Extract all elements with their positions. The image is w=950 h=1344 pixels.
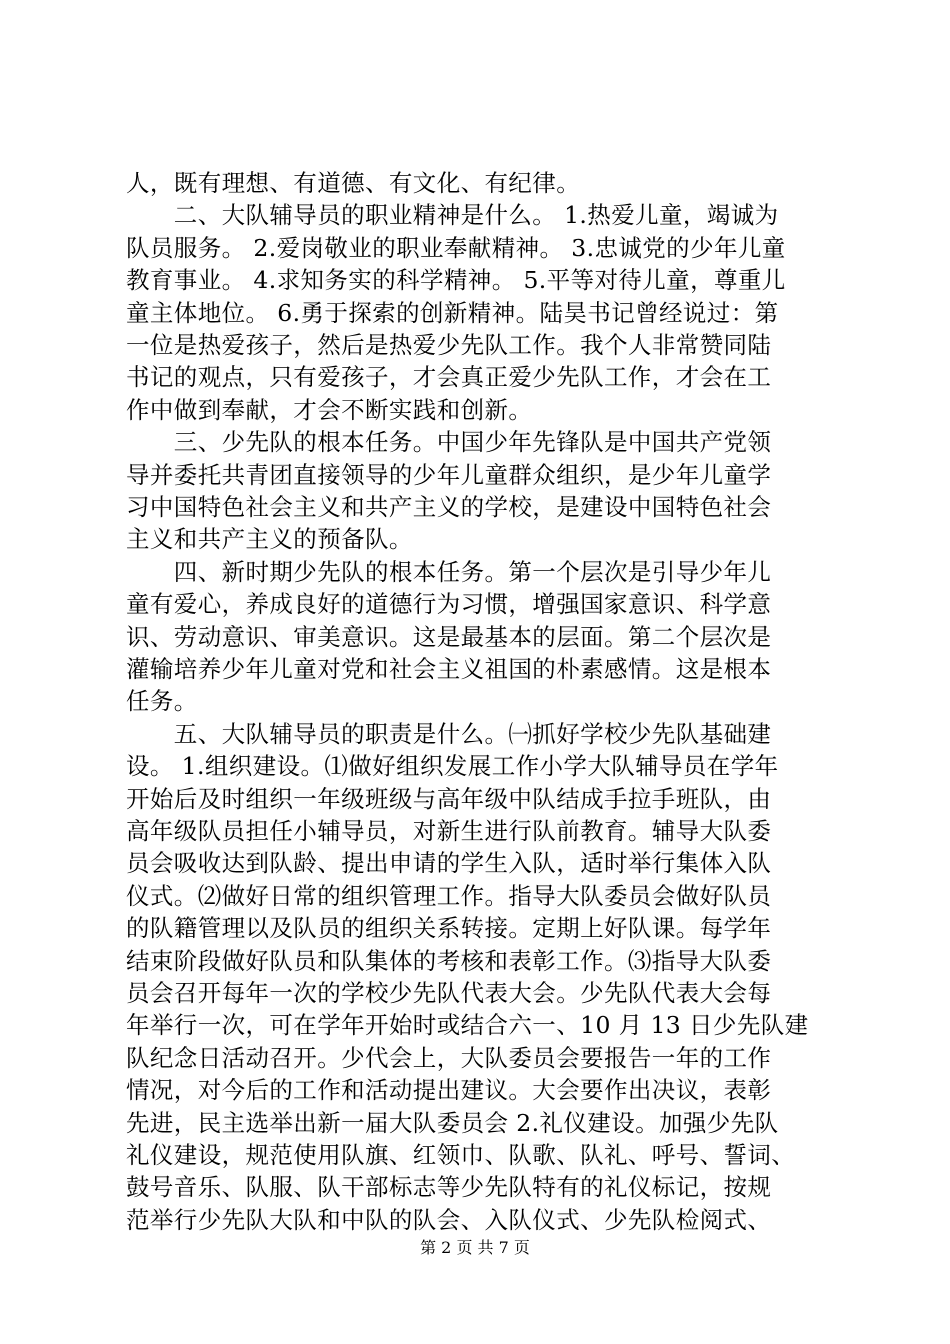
text-line: 教育事业。 4.求知务实的科学精神。 5.平等对待儿童，尊重儿 — [126, 266, 786, 295]
text-line: 识、劳动意识、审美意识。这是最基本的层面。第二个层次是 — [126, 622, 772, 651]
text-line: 员会召开每年一次的学校少先队代表大会。少先队代表大会每 — [126, 979, 772, 1007]
text-line: 鼓号音乐、队服、队干部标志等少先队特有的礼仪标记，按规 — [126, 1173, 772, 1202]
text-line: 童主体地位。 6.勇于探索的创新精神。陆昊书记曾经说过：第 — [126, 298, 779, 327]
text-line: 人，既有理想、有道德、有文化、有纪律。 — [126, 169, 581, 197]
text-line: 设。 1.组织建设。⑴做好组织发展工作小学大队辅导员在学年 — [126, 752, 779, 781]
text-line: 四、新时期少先队的根本任务。第一个层次是引导少年儿 — [126, 557, 772, 586]
text-line: 结束阶段做好队员和队集体的考核和表彰工作。⑶指导大队委 — [126, 946, 772, 975]
text-line: 三、少先队的根本任务。中国少年先锋队是中国共产党领 — [126, 428, 772, 457]
text-line: 高年级队员担任小辅导员，对新生进行队前教育。辅导大队委 — [126, 817, 772, 845]
text-line: 员会吸收达到队龄、提出申请的学生入队，适时举行集体入队 — [126, 849, 772, 878]
text-line: 作中做到奉献，才会不断实践和创新。 — [126, 395, 533, 424]
page-number-footer: 第 2 页 共 7 页 — [420, 1238, 530, 1257]
text-line: 先进，民主选举出新一届大队委员会 2.礼仪建设。加强少先队 — [126, 1108, 779, 1137]
text-line: 导并委托共青团直接领导的少年儿童群众组织，是少年儿童学 — [126, 460, 772, 489]
text-line: 一位是热爱孩子，然后是热爱少先队工作。我个人非常赞同陆 — [126, 331, 772, 359]
text-line: 队纪念日活动召开。少代会上，大队委员会要报告一年的工作 — [126, 1043, 772, 1072]
text-line: 主义和共产主义的预备队。 — [126, 525, 413, 554]
text-line: 任务。 — [126, 687, 198, 716]
text-line: 五、大队辅导员的职责是什么。㈠抓好学校少先队基础建 — [126, 719, 772, 748]
text-line: 礼仪建设，规范使用队旗、红领巾、队歌、队礼、呼号、誓词、 — [126, 1141, 796, 1169]
text-line: 二、大队辅导员的职业精神是什么。 1.热爱儿童，竭诚为 — [126, 201, 779, 230]
text-line: 仪式。⑵做好日常的组织管理工作。指导大队委员会做好队员 — [126, 881, 772, 910]
text-line: 灌输培养少年儿童对党和社会主义祖国的朴素感情。这是根本 — [126, 655, 772, 683]
text-line: 队员服务。 2.爱岗敬业的职业奉献精神。 3.忠诚党的少年儿童 — [126, 233, 786, 262]
text-line: 情况，对今后的工作和活动提出建议。大会要作出决议，表彰 — [126, 1076, 772, 1105]
text-line: 习中国特色社会主义和共产主义的学校，是建设中国特色社会 — [126, 493, 772, 521]
text-line: 年举行一次，可在学年开始时或结合六一、10 月 13 日少先队建 — [126, 1011, 809, 1040]
text-line: 童有爱心，养成良好的道德行为习惯，增强国家意识、科学意 — [126, 590, 772, 619]
text-line: 开始后及时组织一年级班级与高年级中队结成手拉手班队，由 — [126, 784, 772, 813]
text-line: 的队籍管理以及队员的组织关系转接。定期上好队课。每学年 — [126, 914, 772, 943]
text-line: 书记的观点，只有爱孩子，才会真正爱少先队工作，才会在工 — [126, 363, 772, 392]
text-line: 范举行少先队大队和中队的队会、入队仪式、少先队检阅式、 — [126, 1205, 772, 1234]
